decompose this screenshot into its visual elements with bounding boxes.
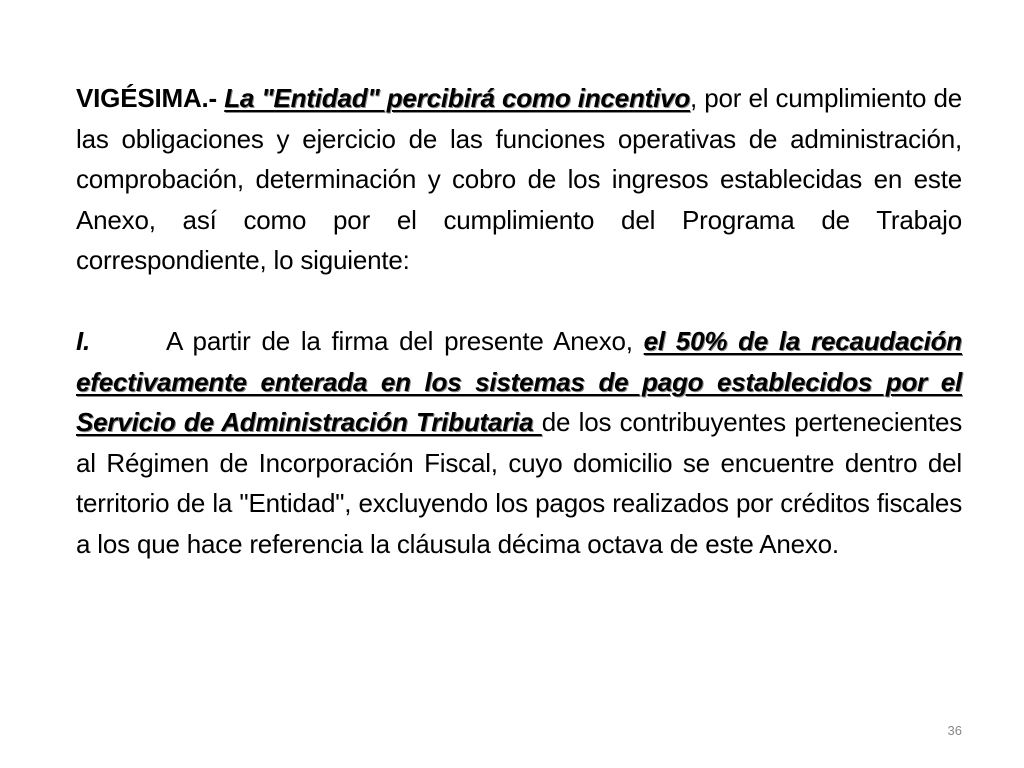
page-number: 36 [947, 723, 962, 738]
clause-paragraph [76, 78, 962, 281]
item-emphasis: el 50% de la recaudación efectivamente enterada en los sistemas de pago establecidos por el Servicio de Administración Tributaria [76, 325, 962, 438]
item-numeral: I. [76, 325, 91, 356]
clause-body: , por el cumplimiento de las obligaciones y ejercicio de las funciones operativas de administración, comprobación, determinación y cobro de los ingresos establecidas en este Anexo, así como por el cumplimiento del Programa de Trabajo correspondiente, lo siguiente: [76, 83, 962, 276]
item-body: de los contribuyentes pertenecientes al Régimen de Incorporación Fiscal, cuyo domicilio se encuentre dentro del territorio de la "Entidad", excluyendo los pagos realizados por créditos fiscales a los que hace referencia la cláusula décima octava de este Anexo. [76, 407, 963, 559]
clause-label: VIGÉSIMA.- [76, 83, 225, 113]
clause-emphasis: La "Entidad" percibirá como incentivo [224, 83, 691, 113]
item-paragraph [76, 321, 962, 565]
item-intro: A partir de la firma del presente Anexo, [166, 325, 644, 356]
document-body [76, 78, 962, 565]
